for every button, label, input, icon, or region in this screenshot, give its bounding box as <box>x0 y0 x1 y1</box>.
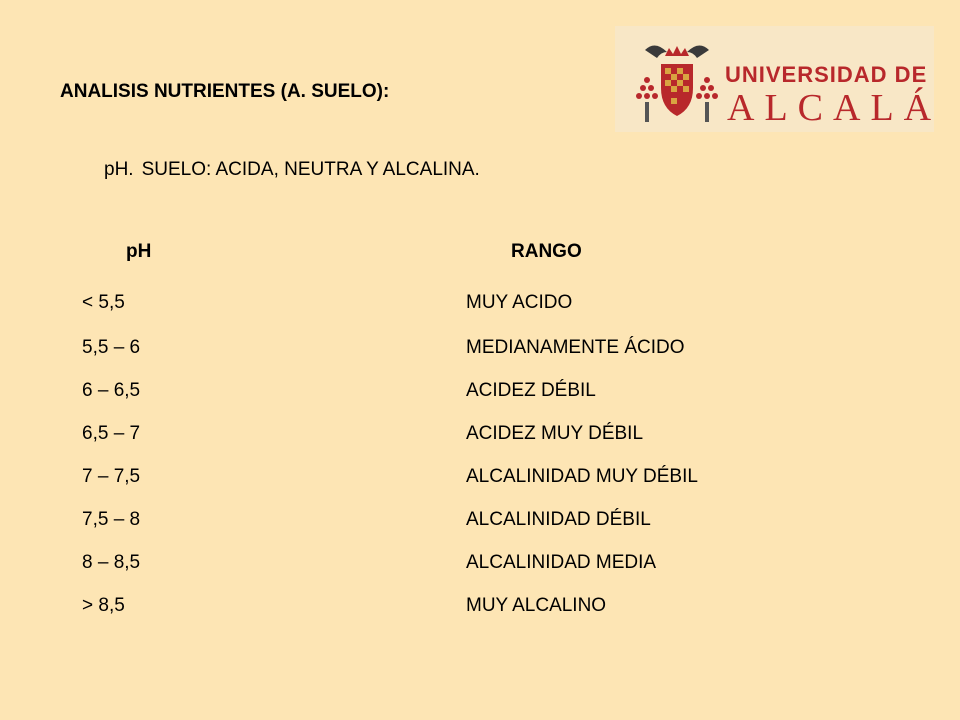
table-row <box>0 422 960 446</box>
ph-value: 6 – 6,5 <box>82 380 141 401</box>
ph-value: > 8,5 <box>82 595 125 616</box>
rango-value: ALCALINIDAD DÉBIL <box>466 509 651 530</box>
rango-value: ALCALINIDAD MUY DÉBIL <box>466 466 698 487</box>
ph-value: 5,5 – 6 <box>82 337 141 358</box>
university-crest-icon <box>631 36 723 128</box>
table-row <box>0 551 960 575</box>
page-subtitle <box>104 158 480 182</box>
table-row <box>0 336 960 360</box>
ph-value: 7 – 7,5 <box>82 466 141 487</box>
rango-value: MUY ALCALINO <box>466 595 607 616</box>
logo-text-line1: UNIVERSIDAD DE <box>725 62 928 87</box>
ph-value: 6,5 – 7 <box>82 423 141 444</box>
column-header-rango: RANGO <box>511 241 582 262</box>
page-title: ANALISIS NUTRIENTES (A. SUELO): <box>60 81 390 102</box>
table-row <box>0 508 960 532</box>
rango-value: MUY ACIDO <box>466 292 573 313</box>
ph-value: 8 – 8,5 <box>82 552 141 573</box>
column-header-ph: pH <box>126 241 152 262</box>
logo-text-line2: ALCALÁ <box>727 87 942 129</box>
subtitle-text: SUELO: ACIDA, NEUTRA Y ALCALINA. <box>141 159 480 180</box>
rango-value: ACIDEZ DÉBIL <box>466 380 596 401</box>
table-row <box>0 465 960 489</box>
university-logo <box>615 26 942 132</box>
subtitle-prefix: pH. <box>104 159 134 180</box>
rango-value: ALCALINIDAD MEDIA <box>466 552 657 573</box>
rango-value: MEDIANAMENTE ÁCIDO <box>466 337 685 358</box>
ph-value: < 5,5 <box>82 292 125 313</box>
table-row <box>0 594 960 618</box>
rango-value: ACIDEZ MUY DÉBIL <box>466 423 644 444</box>
ph-value: 7,5 – 8 <box>82 509 141 530</box>
table-row <box>0 379 960 403</box>
table-row <box>0 291 960 315</box>
